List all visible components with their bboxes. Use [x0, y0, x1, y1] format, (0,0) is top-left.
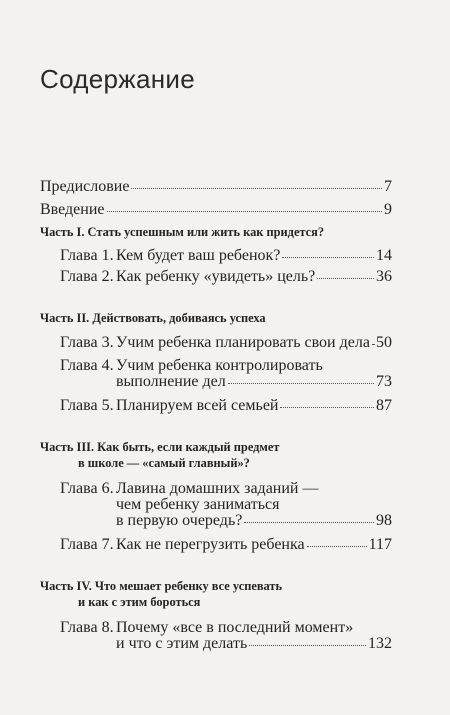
entry-title-line: чем ребенку заниматься	[116, 496, 280, 513]
toc-entry-chapter-7[interactable]	[116, 536, 392, 554]
chapter-label: Глава 1.	[60, 247, 114, 264]
toc-heading: Содержание	[40, 64, 195, 94]
entry-page: 132	[368, 635, 392, 652]
toc-entry-chapter-8[interactable]	[116, 635, 392, 653]
toc-entry-chapter-6[interactable]	[116, 512, 392, 530]
dot-leader	[228, 373, 374, 384]
entry-title: в первую очередь?	[116, 512, 243, 529]
entry-page: 87	[376, 397, 392, 414]
dot-leader	[107, 201, 383, 212]
entry-title: выполнение дел	[116, 373, 226, 390]
dot-leader	[131, 178, 382, 189]
entry-title-line: Учим ребенка контролировать	[116, 357, 323, 374]
toc-entry-chapter-1[interactable]	[116, 247, 392, 265]
toc-entry-chapter-3[interactable]	[116, 334, 392, 352]
entry-title: и что с этим делать	[116, 635, 248, 652]
dot-leader	[244, 512, 374, 523]
entry-page: 7	[384, 178, 392, 195]
entry-page: 117	[368, 536, 392, 553]
toc-entry-introduction[interactable]	[40, 201, 392, 219]
entry-title: Учим ребенка планировать свои дела	[116, 334, 370, 351]
entry-title: Как не перегрузить ребенка	[116, 536, 305, 553]
dot-leader	[249, 635, 366, 646]
toc-entry-chapter-2[interactable]	[116, 268, 392, 286]
chapter-label: Глава 6.	[60, 480, 114, 497]
dot-leader	[307, 536, 367, 547]
entry-page: 98	[376, 512, 392, 529]
entry-page: 50	[376, 334, 392, 351]
toc-entry-chapter-5[interactable]	[116, 397, 392, 415]
chapter-label: Глава 7.	[60, 536, 114, 553]
dot-leader	[372, 334, 374, 345]
chapter-label: Глава 2.	[60, 268, 114, 285]
part-title: Часть III. Как быть, если каждый предмет	[40, 440, 280, 454]
part-title-cont: и как с этим бороться	[78, 595, 201, 609]
entry-page: 36	[376, 268, 392, 285]
entry-title-line: Лавина домашних заданий —	[116, 480, 319, 497]
toc-entry-chapter-4[interactable]	[116, 373, 392, 391]
entry-page: 14	[376, 247, 392, 264]
entry-title: Предисловие	[40, 178, 130, 195]
chapter-label: Глава 8.	[60, 619, 114, 636]
part-title: Часть I. Стать успешным или жить как придется?	[40, 225, 325, 239]
entry-title: Введение	[40, 201, 105, 218]
part-title-cont: в школе — «самый главный»?	[78, 456, 250, 470]
toc-entry-preface[interactable]	[40, 178, 392, 196]
dot-leader	[282, 247, 374, 258]
entry-title: Кем будет ваш ребенок?	[116, 247, 281, 264]
dot-leader	[317, 268, 374, 279]
entry-title-line: Почему «все в последний момент»	[116, 619, 354, 636]
entry-title: Планируем всей семьей	[116, 397, 279, 414]
entry-title: Как ребенку «увидеть» цель?	[116, 268, 316, 285]
chapter-label: Глава 5.	[60, 397, 114, 414]
chapter-label: Глава 4.	[60, 357, 114, 374]
part-title: Часть IV. Что мешает ребенку все успевать	[40, 579, 283, 593]
entry-page: 73	[376, 373, 392, 390]
chapter-label: Глава 3.	[60, 334, 114, 351]
entry-page: 9	[384, 201, 392, 218]
part-title: Часть II. Действовать, добиваясь успеха	[40, 311, 266, 325]
dot-leader	[280, 397, 374, 408]
